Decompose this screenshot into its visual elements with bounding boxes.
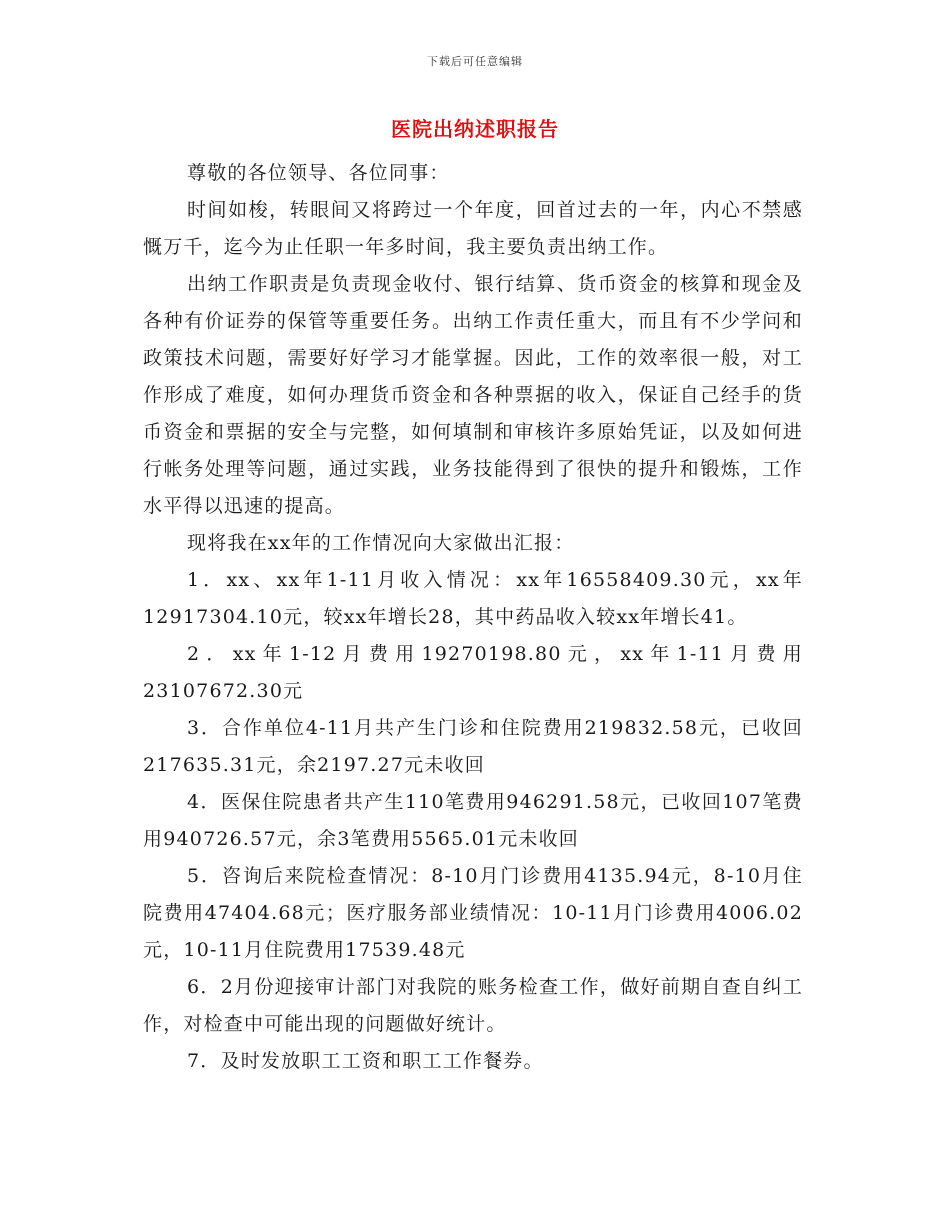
report-lead-paragraph: 现将我在xx年的工作情况向大家做出汇报： bbox=[187, 532, 575, 554]
document-title: 医院出纳述职报告 bbox=[391, 117, 559, 141]
item-6-paragraph: 6．2月份迎接审计部门对我院的账务检查工作，做好前期自查自纠工作，对检查中可能出现的问题做好统计。 bbox=[143, 976, 803, 1035]
page-header-note: 下载后可任意编辑 bbox=[427, 55, 523, 68]
salutation-paragraph: 尊敬的各位领导、各位同事： bbox=[187, 162, 450, 184]
document-body bbox=[143, 155, 803, 1080]
item-1-paragraph: 1．xx、xx年1-11月收入情况：xx年16558409.30元，xx年12917304.10元，较xx年增长28，其中药品收入较xx年增长41。 bbox=[143, 569, 803, 628]
duties-paragraph: 出纳工作职责是负责现金收付、银行结算、货币资金的核算和现金及各种有价证券的保管等重要任务。出纳工作责任重大，而且有不少学问和政策技术问题，需要好好学习才能掌握。因此，工作的效率很一般，对工作形成了难度，如何办理货币资金和各种票据的收入，保证自己经手的货币资金和票据的安全与完整，如何填制和审核许多原始凭证，以及如何进行帐务处理等问题，通过实践，业务技能得到了很快的提升和锻炼，工作水平得以迅速的提高。 bbox=[143, 273, 803, 517]
item-5-paragraph: 5．咨询后来院检查情况：8-10月门诊费用4135.94元，8-10月住院费用47404.68元；医疗服务部业绩情况：10-11月门诊费用4006.02元，10-11月住院费用17539.48元 bbox=[143, 865, 803, 961]
item-2-paragraph: 2．xx年1-12月费用19270198.80元，xx年1-11月费用23107672.30元 bbox=[143, 643, 803, 702]
item-3-paragraph: 3．合作单位4-11月共产生门诊和住院费用219832.58元，已收回217635.31元，余2197.27元未收回 bbox=[143, 717, 803, 776]
item-7-paragraph: 7．及时发放职工工资和职工工作餐券。 bbox=[187, 1050, 544, 1072]
intro-paragraph: 时间如梭，转眼间又将跨过一个年度，回首过去的一年，内心不禁感慨万千，迄今为止任职一年多时间，我主要负责出纳工作。 bbox=[143, 199, 803, 258]
item-4-paragraph: 4．医保住院患者共产生110笔费用946291.58元，已收回107笔费用940726.57元，余3笔费用5565.01元未收回 bbox=[143, 791, 803, 850]
